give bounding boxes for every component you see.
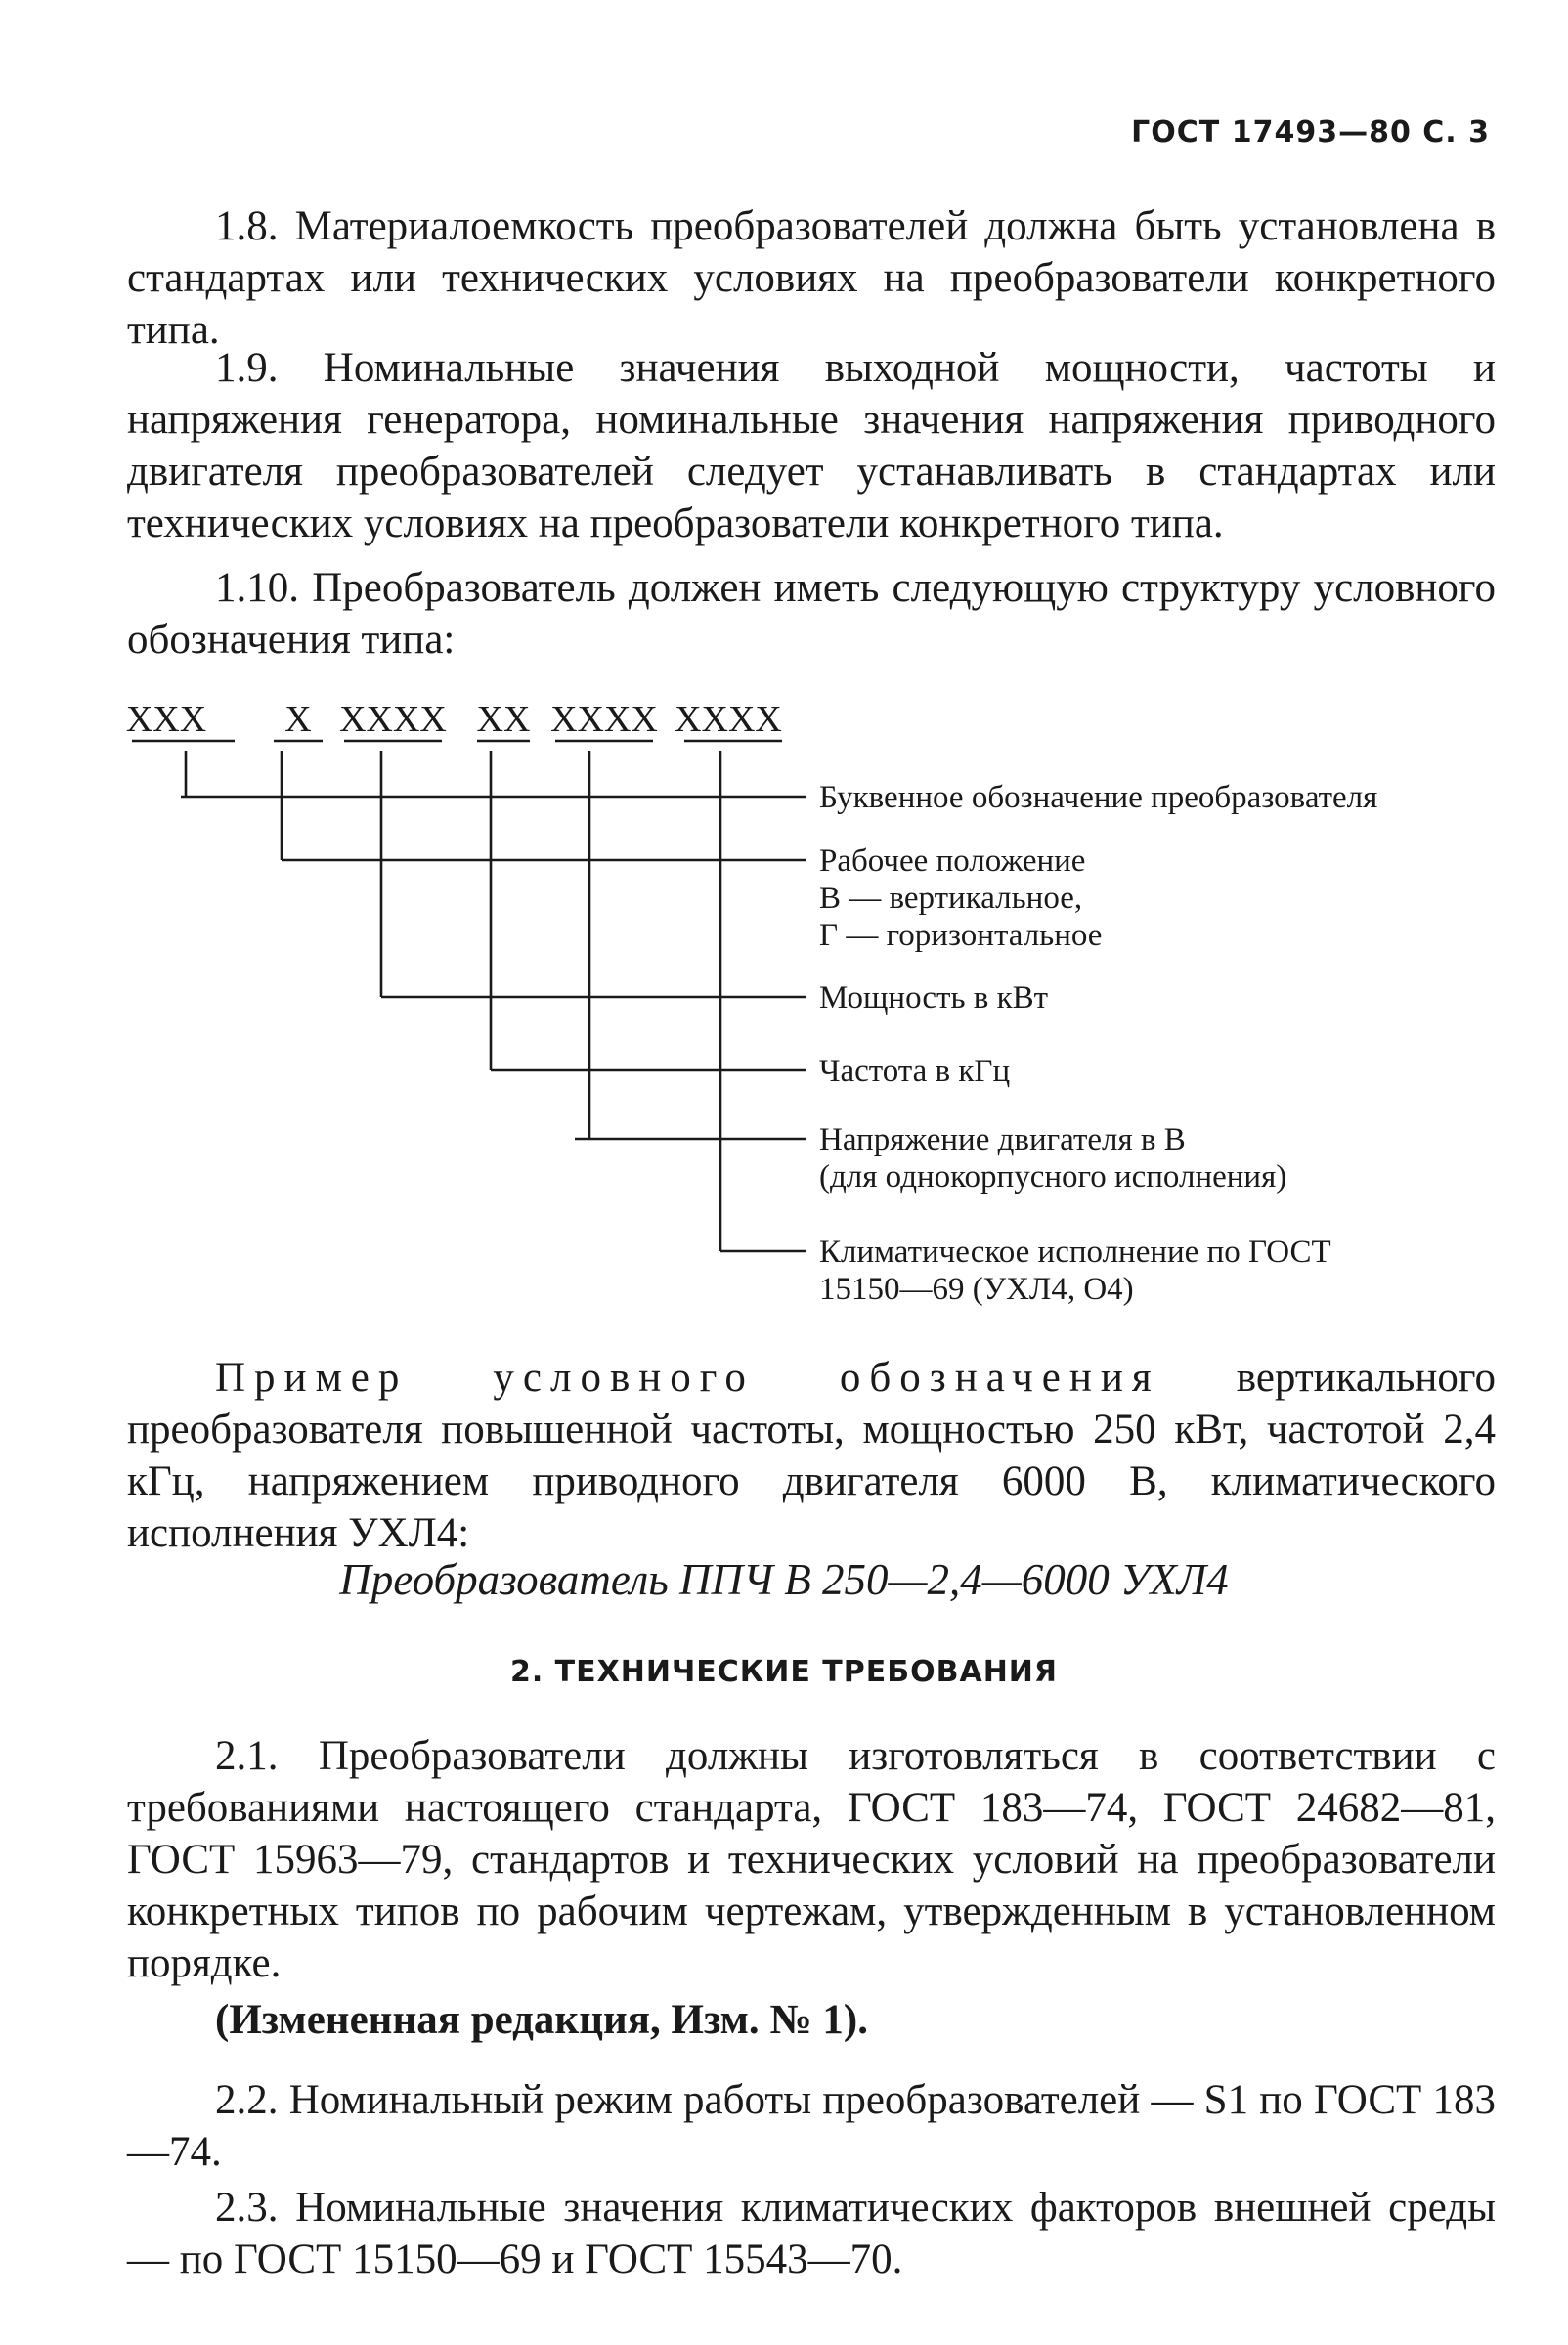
label-power: Мощность в кВт xyxy=(819,980,1049,1016)
example-text: вертикального преобразователя повышенной частоты, мощностью 250 кВт, частотой 2,4 кГц, напряжением приводного двигателя 6000 В, климатического исполнения УХЛ4: xyxy=(127,1355,1496,1556)
label-frequency: Частота в кГц xyxy=(819,1054,1011,1089)
code-1: XXX xyxy=(125,699,207,740)
paragraph-1-10-text: 1.10. Преобразователь должен иметь следующую структуру условного обозначения типа: xyxy=(127,565,1496,663)
code-5: XXXX xyxy=(550,699,658,740)
amendment-note: (Измененная редакция, Изм. № 1). xyxy=(215,1997,868,2043)
label-climatic: Климатическое исполнение по ГОСТ xyxy=(819,1235,1331,1270)
example-designation: Преобразователь ППЧ В 250—2,4—6000 УХЛ4 xyxy=(339,1555,1229,1604)
label-vertical: В — вертикальное, xyxy=(819,881,1083,916)
paragraph-example xyxy=(127,1352,1496,1559)
paragraph-2-3 xyxy=(127,2182,1496,2285)
paragraph-2-1-text: 2.1. Преобразователи должны изготовляться в соответствии с требованиями настоящего стандарта, ГОСТ 183—74, ГОСТ 24682—81, ГОСТ 15963—79, стандартов и технических условий на преобразователи конкретных типов по рабочим чертежам, утвержденным в установленном порядке. xyxy=(127,1733,1496,1986)
label-working-position: Рабочее положение xyxy=(819,844,1086,879)
code-2: X xyxy=(284,699,312,740)
label-motor-voltage: Напряжение двигателя в В xyxy=(819,1122,1186,1157)
paragraph-2-2-text: 2.2. Номинальный режим работы преобразователей — S1 по ГОСТ 183—74. xyxy=(127,2077,1496,2175)
label-climatic-gost: 15150—69 (УХЛ4, О4) xyxy=(819,1272,1134,1307)
paragraph-1-9-text: 1.9. Номинальные значения выходной мощности, частоты и напряжения генератора, номинальные значения напряжения приводного двигателя преобразователей следует устанавливать в стандартах или технических условиях на преобразователи конкретного типа. xyxy=(127,345,1496,546)
paragraph-2-2 xyxy=(127,2074,1496,2178)
section-2-title: 2. ТЕХНИЧЕСКИЕ ТРЕБОВАНИЯ xyxy=(509,1655,1059,1689)
code-6: XXXX xyxy=(675,699,782,740)
example-lead: Пример условного обозначения xyxy=(215,1355,1160,1401)
label-letter-designation: Буквенное обозначение преобразователя xyxy=(819,780,1378,815)
label-single-housing: (для однокорпусного исполнения) xyxy=(819,1159,1287,1194)
label-horizontal: Г — горизонтальное xyxy=(819,918,1103,953)
paragraph-2-1-note xyxy=(127,1994,1496,2046)
paragraph-2-3-text: 2.3. Номинальные значения климатических факторов внешней среды — по ГОСТ 15150—69 и ГОСТ 15543—70. xyxy=(127,2185,1496,2282)
code-4: XX xyxy=(476,699,531,740)
page-header: ГОСТ 17493—80 С. 3 xyxy=(1131,115,1490,150)
code-3: XXXX xyxy=(339,699,447,740)
paragraph-2-1 xyxy=(127,1730,1496,1989)
paragraph-1-8-text: 1.8. Материалоемкость преобразователей должна быть установлена в стандартах или технических условиях на преобразователи конкретного типа. xyxy=(127,203,1496,353)
